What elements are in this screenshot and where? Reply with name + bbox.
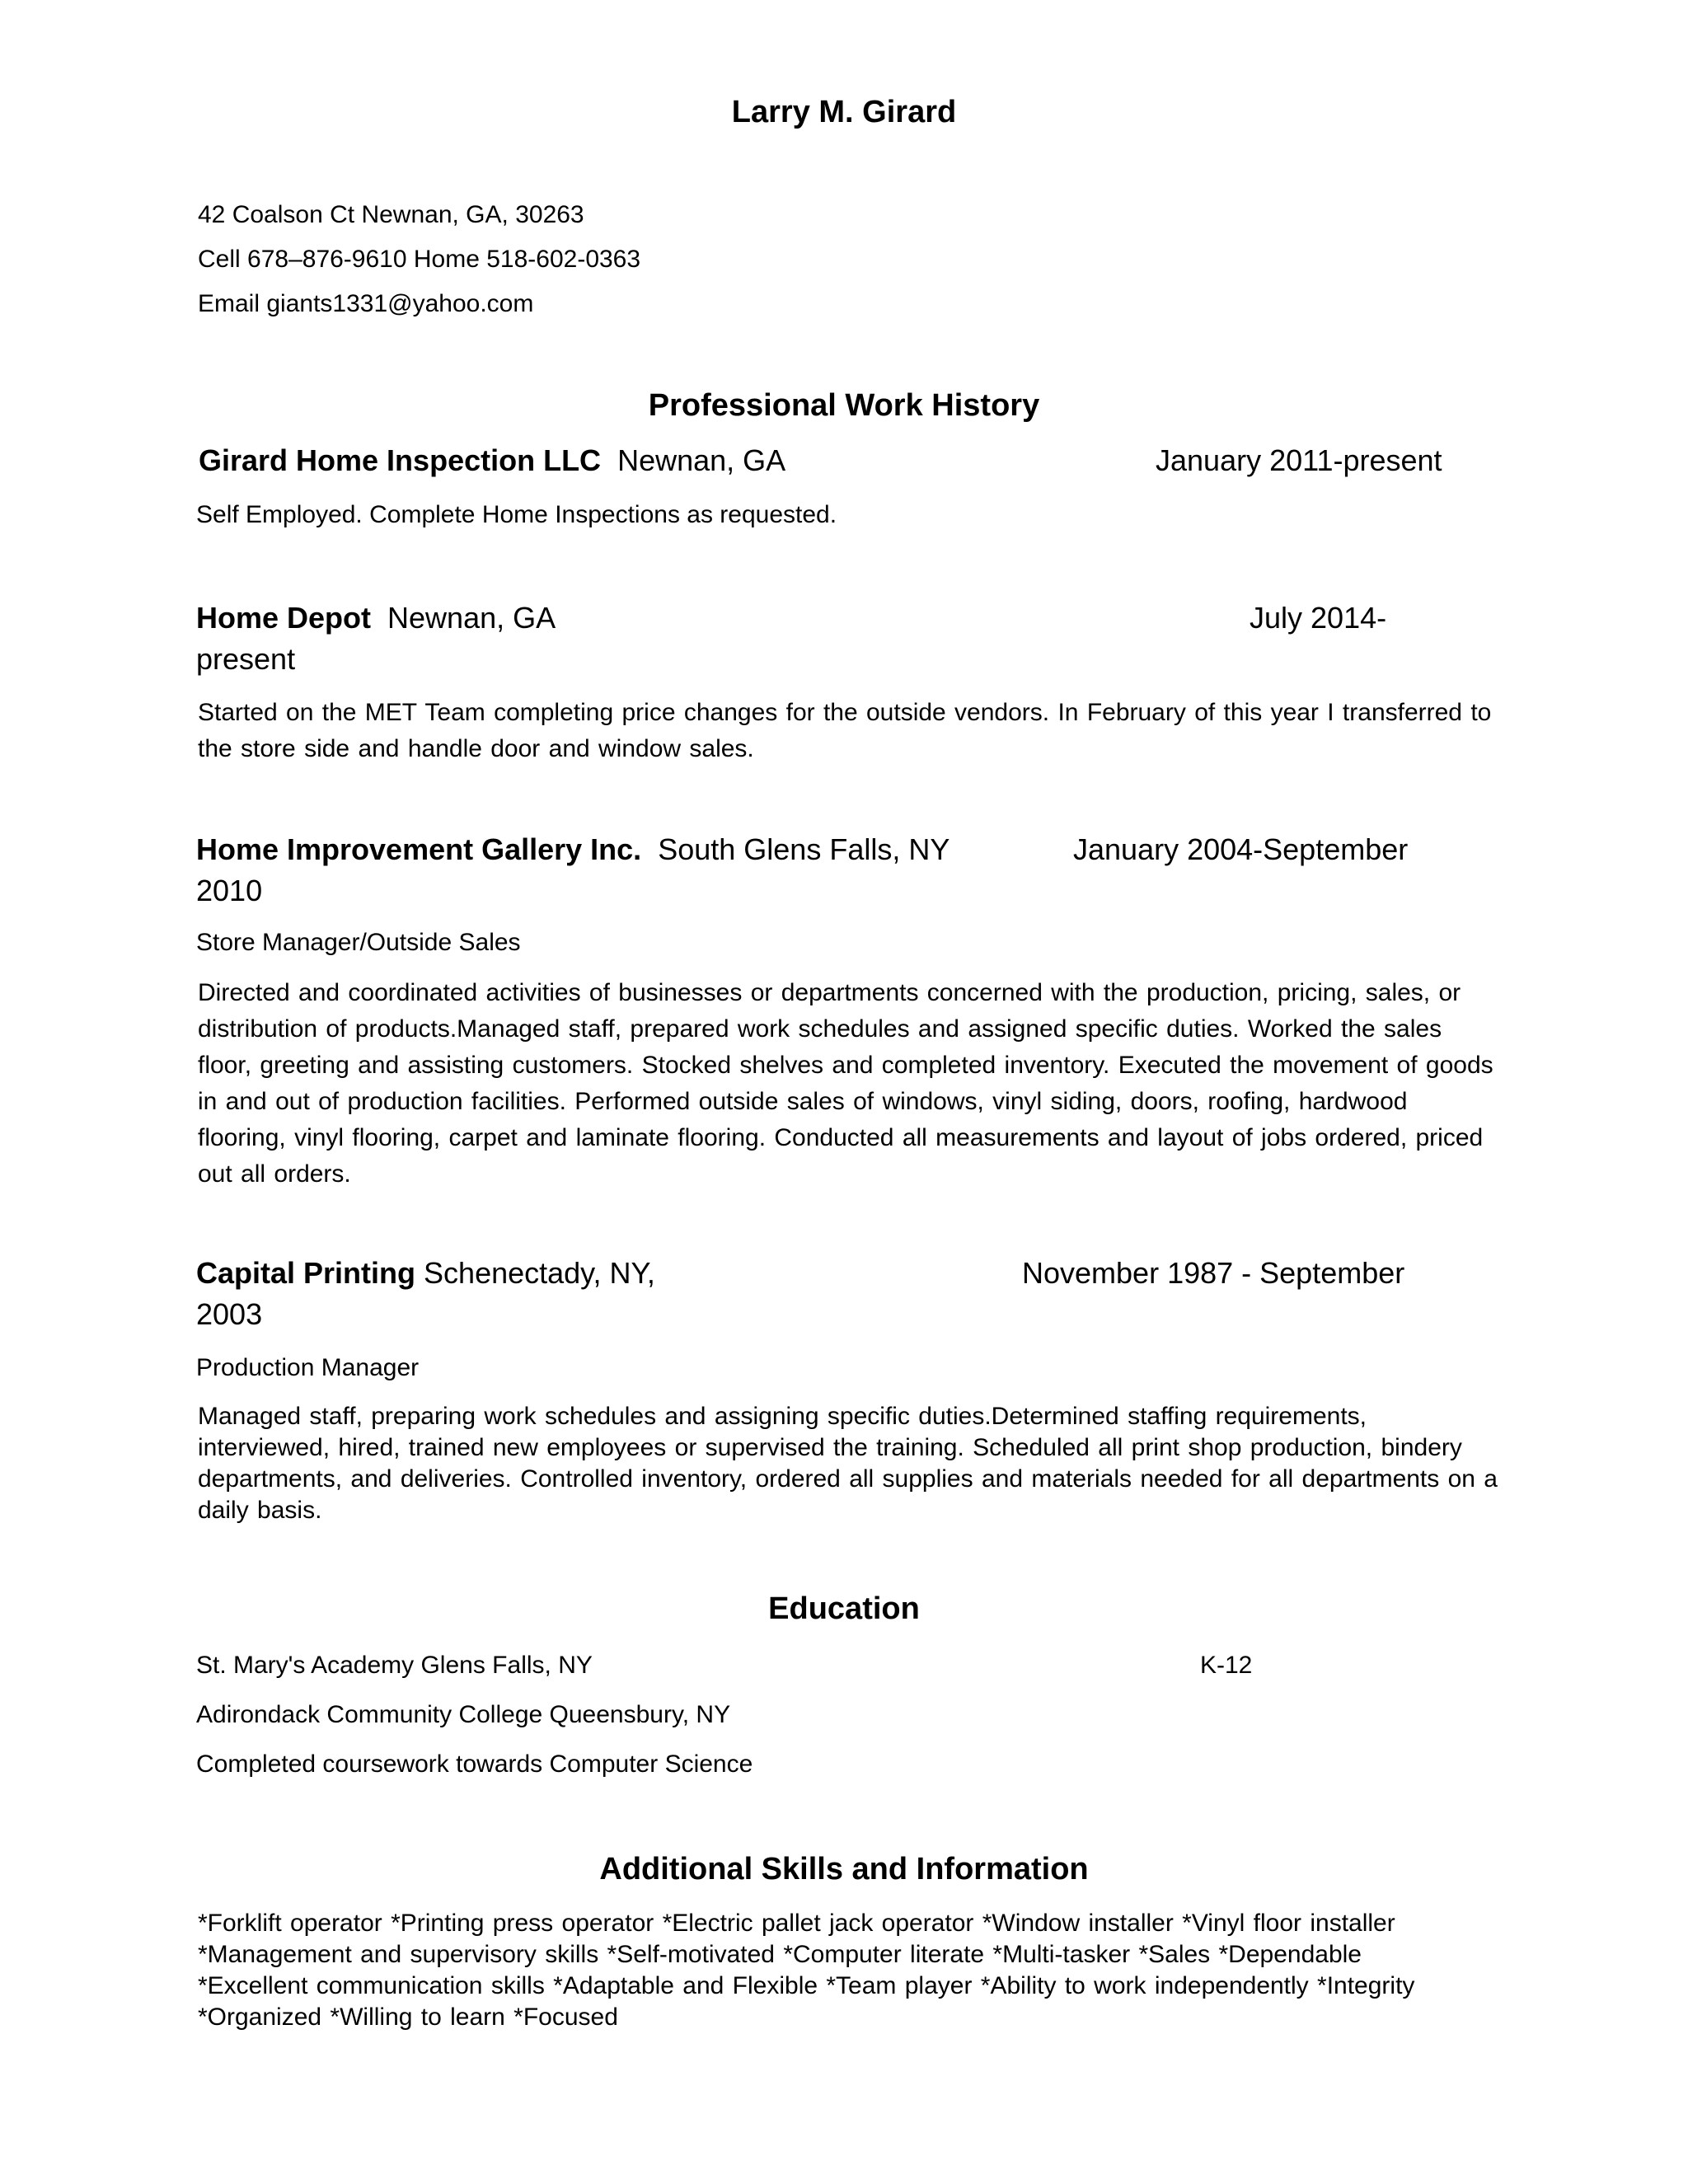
education-coursework: Completed coursework towards Computer Science [196,1750,753,1778]
job-dates: July 2014- [1250,601,1387,635]
job-description: Managed staff, preparing work schedules and assigning specific duties.Determined staffing requirements, interviewed, hired, trained new employees or supervised the training. Scheduled all print shop production, bindery departments, and deliveries. Controlled inventory, ordered all supplies and materials needed for all departments on a daily basis. [198,1403,1498,1524]
job-location: South Glens Falls, NY [658,832,950,866]
job-dates: January 2011-present [1156,443,1442,477]
job-dates-continued: 2010 [196,874,263,907]
job-description: Self Employed. Complete Home Inspections as requested. [196,501,837,528]
job-location: Schenectady, NY, [424,1256,655,1290]
job-dates-continued: present [196,642,296,676]
job-description: Started on the MET Team completing price changes for the outside vendors. In February of this year I transferred to the store side and handle door and window sales. [198,699,1492,762]
job-location: Newnan, GA [617,443,786,477]
job-heading [199,442,785,480]
job-description: Directed and coordinated activities of businesses or departments concerned with the production, pricing, sales, or distribution of products.Managed staff, prepared work schedules and assigned specific duties. Worked the sales floor, greeting and assisting customers. Stocked shelves and completed inventory. Executed the movement of goods in and out of production facilities. Performed outside sales of windows, vinyl siding, doors, roofing, hardwood flooring, vinyl flooring, carpet and laminate flooring. Conducted all measurements and layout of jobs ordered, priced out all orders. [198,979,1493,1188]
job-heading [196,1254,655,1292]
education-school: Adirondack Community College Queensbury, NY [196,1701,731,1728]
job-dates: January 2004-September [1073,832,1409,866]
skills-list: *Forklift operator *Printing press operator *Electric pallet jack operator *Window installer *Vinyl floor installer *Management and supervisory skills *Self-motivated *Computer literate *Multi-tasker *Sales *Dependable *Excellent communication skills *Adaptable and Flexible *Team player *Ability to work independently *Integrity *Organized *Willing to learn *Focused [198,1910,1415,2031]
job-company: Capital Printing [196,1256,416,1290]
skills-heading: Additional Skills and Information [599,1852,1089,1886]
job-role: Store Manager/Outside Sales [196,929,521,956]
email: Email giants1331@yahoo.com [198,290,534,317]
job-role: Production Manager [196,1354,420,1381]
job-company: Home Improvement Gallery Inc. [196,832,642,866]
applicant-name: Larry M. Girard [731,95,957,129]
education-grade: K-12 [1200,1652,1253,1679]
job-dates-continued: 2003 [196,1297,263,1331]
job-heading [196,599,556,637]
job-company: Home Depot [196,601,372,635]
education-heading: Education [768,1591,920,1626]
address: 42 Coalson Ct Newnan, GA, 30263 [198,201,584,228]
education-school: St. Mary's Academy Glens Falls, NY [196,1652,593,1679]
phone-numbers: Cell 678–876-9610 Home 518-602-0363 [198,246,641,273]
job-heading [196,831,950,869]
job-company: Girard Home Inspection LLC [199,443,602,477]
work-history-heading: Professional Work History [648,388,1040,423]
job-dates: November 1987 - September [1022,1256,1405,1290]
job-location: Newnan, GA [387,601,556,635]
